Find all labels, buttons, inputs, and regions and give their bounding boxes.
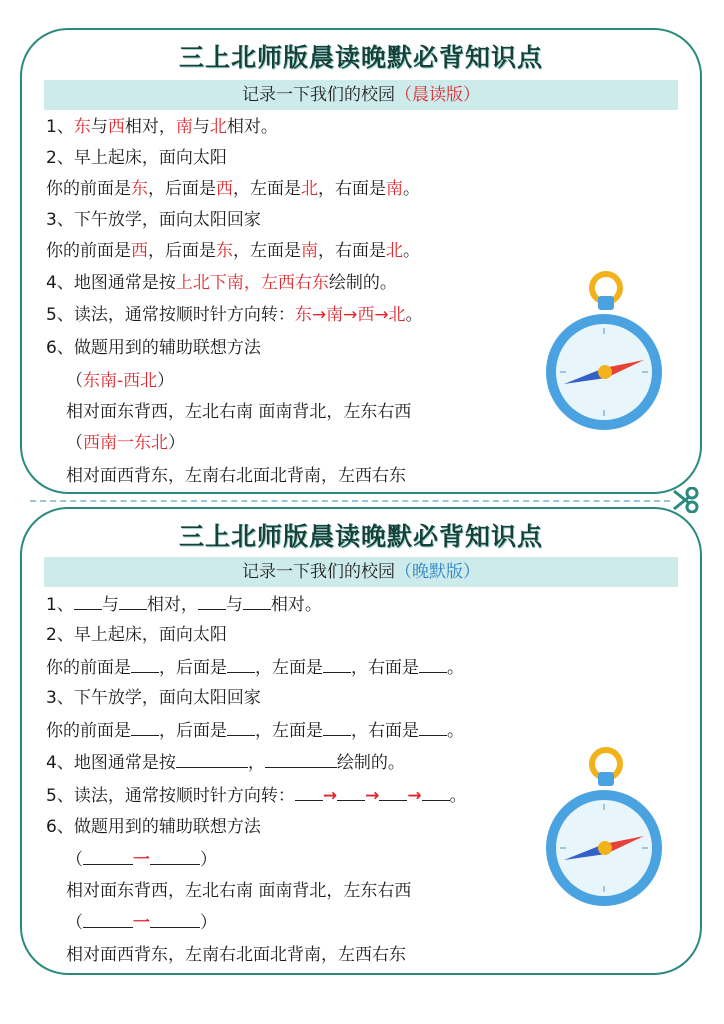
evening-line-10: 相对面东背西，左北右南 面南背北，左东右西 [66,881,412,901]
fill-blank[interactable] [323,718,351,736]
text: ，右面是 [351,658,419,678]
fill-blank[interactable] [227,655,255,673]
answer: 东 [216,241,233,261]
arrow: → [407,786,422,806]
fill-blank[interactable] [265,750,337,768]
cut-line [30,500,670,502]
text: 与 [101,595,119,615]
text: ，后面是 [159,658,227,678]
text: 与 [192,117,210,137]
fill-blank[interactable] [337,783,365,801]
banner-text: 记录一下我们的校园 [242,85,395,105]
text: ，右面是 [351,721,419,741]
fill-blank[interactable] [243,592,271,610]
text: 你的前面是 [46,179,131,199]
answer: 南 [301,241,318,261]
evening-line-2: 2、早上起床，面向太阳 [46,625,227,645]
text: 。 [447,658,464,678]
text: 相对。 [270,595,322,615]
text: （ [66,913,83,933]
fill-blank[interactable] [83,847,133,865]
evening-line-7 [46,783,467,808]
evening-line-11 [66,910,217,935]
morning-line-9 [66,369,174,393]
fill-blank[interactable] [379,783,407,801]
text: （ [66,371,83,391]
text: ， [247,753,265,773]
answer: 东 [131,179,148,199]
text: ，右面是 [318,241,386,261]
text: 你的前面是 [46,721,131,741]
answer: 上北下南，左西右东 [175,273,329,293]
answer: 南 [386,179,403,199]
text: 与 [90,117,108,137]
fill-blank[interactable] [131,718,159,736]
fill-blank[interactable] [150,910,200,928]
banner-tag: （晨读版） [395,85,480,105]
morning-line-12: 相对面西背东，左南右北面北背南，左西右东 [66,466,406,486]
evening-line-1 [46,592,322,617]
text: ） [168,433,185,453]
arrow: → [365,786,380,806]
text: 你的前面是 [46,241,131,261]
morning-title: 三上北师版晨读晚默必背知识点 [178,43,543,72]
compass-icon [540,268,668,436]
answer: 北 [386,241,403,261]
answer: 东南-西北 [83,371,158,391]
fill-blank[interactable] [74,592,102,610]
dash: 一 [133,850,150,870]
morning-line-7 [46,303,423,327]
morning-line-5 [46,239,420,263]
text: ，左面是 [255,721,323,741]
answer: 西 [107,117,125,137]
item-number: 1、 [46,117,74,137]
morning-line-3 [46,177,420,201]
text: ） [157,371,175,391]
text: ，左面是 [255,658,323,678]
dash: 一 [133,913,150,933]
banner-tag: （晚默版） [395,562,480,582]
morning-line-4: 3、下午放学，面向太阳回家 [46,210,261,230]
text: 相对， [124,117,176,137]
text: 相对。 [226,117,278,137]
fill-blank[interactable] [131,655,159,673]
text: ） [200,850,217,870]
morning-line-8: 6、做题用到的辅助联想方法 [46,338,261,358]
text: 。 [405,305,423,325]
text: 绘制的。 [336,753,405,773]
answer: 西 [131,241,148,261]
evening-line-8: 6、做题用到的辅助联想方法 [46,817,261,837]
arrow: → [322,786,338,806]
answer: 东 [73,117,91,137]
fill-blank[interactable] [83,910,133,928]
evening-line-5 [46,718,464,743]
morning-banner [44,80,678,110]
evening-line-6 [46,750,405,775]
text: 相对， [146,595,198,615]
fill-blank[interactable] [176,750,248,768]
text: ，后面是 [159,721,227,741]
text: ，后面是 [148,241,216,261]
text: 4、地图通常是按 [46,273,176,293]
answer: 东→南→西→北 [294,305,406,325]
morning-line-1 [46,115,278,139]
evening-line-3 [46,655,464,680]
text: 绘制的。 [328,273,397,293]
fill-blank[interactable] [119,592,147,610]
morning-line-10: 相对面东背西，左北右南 面南背北，左东右西 [66,402,412,422]
text: 。 [447,721,464,741]
fill-blank[interactable] [419,655,447,673]
morning-line-6 [46,271,397,295]
text: ） [200,913,217,933]
fill-blank[interactable] [295,783,323,801]
answer: 北 [209,117,227,137]
evening-banner [44,557,678,587]
banner-text: 记录一下我们的校园 [242,562,395,582]
text: 5、读法，通常按顺时针方向转： [46,305,295,325]
evening-line-12: 相对面西背东，左南右北面北背南，左西右东 [66,945,406,965]
evening-line-9 [66,847,217,872]
text: （ [66,850,83,870]
fill-blank[interactable] [323,655,351,673]
scissors-icon [672,487,700,513]
text: （ [66,433,83,453]
text: 4、地图通常是按 [46,753,176,773]
answer: 南 [175,117,193,137]
fill-blank[interactable] [198,592,226,610]
fill-blank[interactable] [227,718,255,736]
fill-blank[interactable] [150,847,200,865]
text: 与 [225,595,243,615]
answer: 西 [216,179,233,199]
text: 你的前面是 [46,658,131,678]
text: ，左面是 [233,241,301,261]
answer: 北 [301,179,318,199]
text: ，右面是 [318,179,386,199]
evening-title: 三上北师版晨读晚默必背知识点 [178,522,543,551]
text: ，后面是 [148,179,216,199]
text: 。 [449,786,467,806]
answer: 西南一东北 [83,433,168,453]
compass-icon [540,744,668,912]
text: 。 [403,179,420,199]
fill-blank[interactable] [422,783,450,801]
text: 。 [403,241,420,261]
fill-blank[interactable] [419,718,447,736]
morning-line-2: 2、早上起床，面向太阳 [46,148,227,168]
text: 5、读法，通常按顺时针方向转： [46,786,295,806]
text: ，左面是 [233,179,301,199]
morning-line-11 [66,431,185,455]
item-number: 1、 [46,595,74,615]
evening-line-4: 3、下午放学，面向太阳回家 [46,688,261,708]
